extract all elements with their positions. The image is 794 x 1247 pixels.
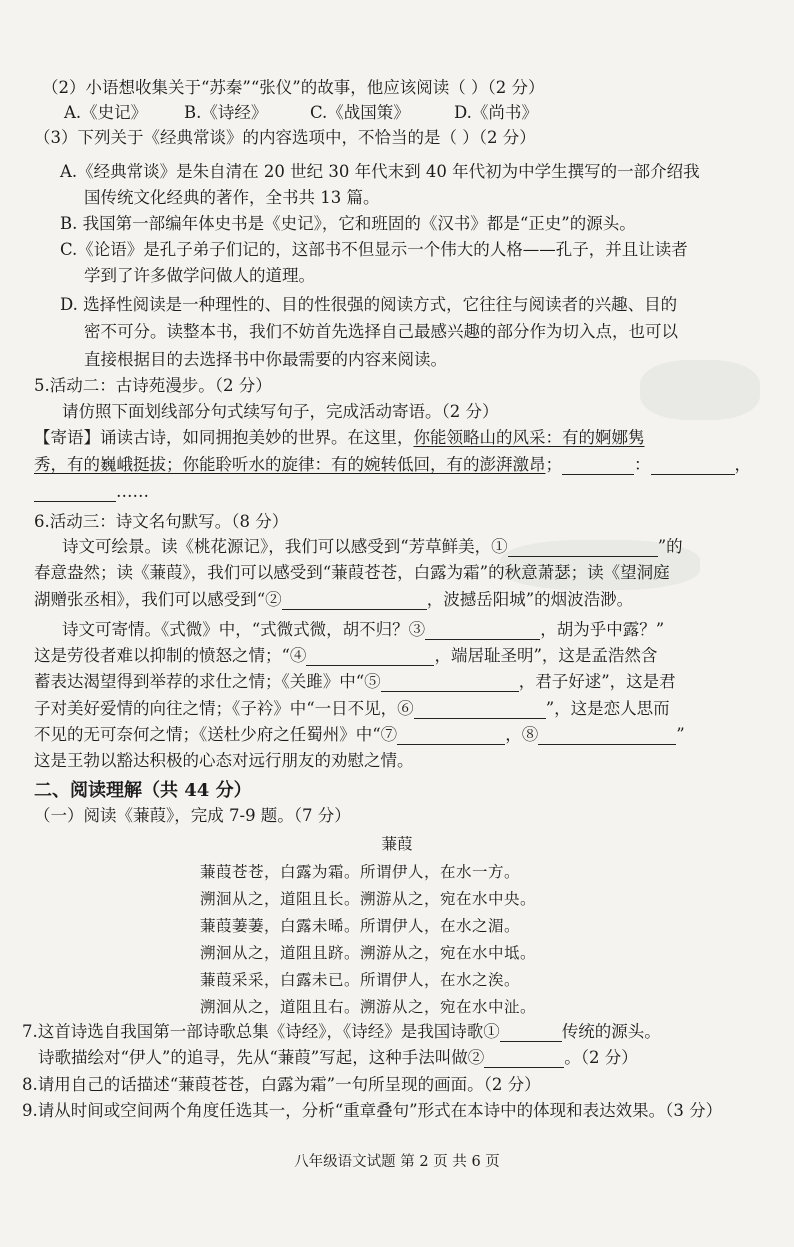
q5-underlined-example-cont: 秀，有的巍峨挺拔；你能聆听水的旋律：有的婉转低回，有的澎湃激昂 [34, 455, 546, 474]
q4-sub2-option-c: C.《战国策》 [310, 103, 410, 122]
q5-text-line1 [34, 428, 645, 448]
poem-line-4: 溯洄从之，道阻且跻。溯游从之，宛在水中坻。 [200, 944, 537, 962]
q5-title: 5.活动二：古诗苑漫步。（2 分） [34, 376, 272, 395]
q4-sub2-option-d: D.《尚书》 [454, 103, 538, 122]
q4-sub3-option-a-line1: A.《经典常谈》是朱自清在 20 世纪 30 年代末到 40 年代初为中学生撰写的一部介绍我 [60, 162, 700, 181]
q6-blank-2[interactable] [282, 592, 427, 610]
q4-sub3-option-d-line1: D. 选择性阅读是一种理性的、目的性很强的阅读方式，它往往与阅读者的兴趣、目的 [60, 295, 678, 314]
q6-blank-1[interactable] [508, 539, 658, 557]
q9-text: 9.请从时间或空间两个角度任选其一，分析“重章叠句”形式在本诗中的体现和表达效果。（3 分） [22, 1101, 723, 1120]
q7-blank-1[interactable] [500, 1024, 562, 1042]
q7-blank-2[interactable] [484, 1050, 564, 1068]
q6-blank-5[interactable] [381, 674, 519, 692]
q6-blank-3[interactable] [425, 622, 540, 640]
q4-sub2-option-a: A.《史记》 [64, 103, 148, 122]
q6-p2-line1: 诗文可寄情。《式微》中，“式微式微，胡不归？③ ，胡为乎中露？” [62, 620, 665, 639]
q6-blank-4[interactable] [306, 648, 434, 666]
section2-sub1: （一）阅读《蒹葭》，完成 7-9 题。（7 分） [34, 806, 351, 825]
q5-answer-blank-3[interactable] [34, 484, 116, 502]
q6-p1-line1: 诗文可绘景。读《桃花源记》，我们可以感受到“芳草鲜美，① ”的 [62, 537, 683, 556]
q6-p1-line3: 湖赠张丞相》，我们可以感受到“② ，波撼岳阳城”的烟波浩渺。 [34, 590, 634, 609]
q5-text-plain: 【寄语】诵读古诗，如同拥抱美妙的世界。在这里， [34, 428, 414, 447]
q4-sub3-stem: （3）下列关于《经典常谈》的内容选项中，不恰当的是（ ）（2 分） [34, 128, 536, 147]
q5-underlined-example: 你能领略山的风采：有的婀娜隽 [413, 428, 645, 447]
poem-line-6: 溯洄从之，道阻且右。溯游从之，宛在水中沚。 [200, 998, 537, 1016]
q6-p2-line5: 不见的无可奈何之情；《送杜少府之任蜀州》中“⑦ ，⑧ ” [34, 725, 685, 744]
q6-blank-6[interactable] [414, 701, 546, 719]
scan-smudge [640, 360, 760, 420]
poem-title: 蒹葭 [381, 835, 413, 853]
q6-p2-line3: 蓄表达渴望得到举荐的求仕之情；《关雎》中“⑤ ，君子好逑”，这是君 [34, 672, 676, 691]
q4-sub2-option-b: B.《诗经》 [184, 103, 268, 122]
section2-title: 二、阅读理解（共 44 分） [34, 780, 252, 801]
page-footer: 八年级语文试题 第 2 页 共 6 页 [294, 1154, 500, 1170]
q6-p2-line2: 这是劳役者难以抑制的愤怒之情；“④ ，端居耻圣明”，这是孟浩然含 [34, 646, 658, 665]
q6-blank-8[interactable] [538, 727, 676, 745]
q4-sub3-option-d-line3: 直接根据目的去选择书中你最需要的内容来阅读。 [84, 350, 447, 369]
q4-sub3-option-b: B. 我国第一部编年体史书是《史记》，它和班固的《汉书》都是“正史”的源头。 [60, 214, 636, 233]
poem-line-3: 蒹葭萋萋，白露未晞。所谓伊人，在水之湄。 [200, 917, 521, 935]
poem-line-2: 溯洄从之，道阻且长。溯游从之，宛在水中央。 [200, 890, 537, 908]
poem-line-5: 蒹葭采采，白露未已。所谓伊人，在水之涘。 [200, 971, 521, 989]
q5-instruction: 请仿照下面划线部分句式续写句子，完成活动寄语。（2 分） [62, 402, 499, 421]
q6-p2-line4: 子对美好爱情的向往之情；《子衿》中“一日不见，⑥ ”，这是恋人思而 [34, 699, 670, 718]
q4-sub2: （2）小语想收集关于“苏秦”“张仪”的故事，他应该阅读（ ）（2 分） [42, 78, 545, 97]
q6-p1-line2: 春意盎然；读《蒹葭》，我们可以感受到“蒹葭苍苍，白露为霜”的秋意萧瑟；读《望洞庭 [34, 563, 670, 582]
q4-sub3-option-c-line2: 学到了许多做学问做人的道理。 [84, 266, 315, 285]
q6-blank-7[interactable] [397, 727, 505, 745]
poem-line-1: 蒹葭苍苍，白露为霜。所谓伊人，在水一方。 [200, 863, 521, 881]
q4-sub3-option-d-line2: 密不可分。读整本书，我们不妨首先选择自己最感兴趣的部分作为切入点，也可以 [84, 322, 678, 341]
q6-title: 6.活动三：诗文名句默写。（8 分） [34, 512, 289, 531]
q6-p2-line6: 这是王勃以豁达积极的心态对远行朋友的劝慰之情。 [34, 751, 414, 770]
q4-sub3-option-a-line2: 国传统文化经典的著作，全书共 13 篇。 [84, 188, 380, 207]
q5-text-line2: 秀，有的巍峨挺拔；你能聆听水的旋律：有的婉转低回，有的澎湃激昂； ： ， [34, 455, 751, 474]
q7-line1: 7.这首诗选自我国第一部诗歌总集《诗经》，《诗经》是我国诗歌① 传统的源头。 [22, 1022, 661, 1041]
q7-line2: 诗歌描绘对“伊人”的追寻，先从“蒹葭”写起，这种手法叫做② 。（2 分） [38, 1048, 638, 1067]
q8-text: 8.请用自己的话描述“蒹葭苍苍，白露为霜”一句所呈现的画面。（2 分） [22, 1075, 541, 1094]
q5-answer-blank-1[interactable] [562, 457, 634, 475]
q4-sub3-option-c-line1: C.《论语》是孔子弟子们记的，这部书不但显示一个伟大的人格——孔子，并且让读者 [60, 240, 688, 259]
q5-answer-blank-2[interactable] [651, 457, 735, 475]
q5-text-line3: …… [34, 482, 149, 502]
